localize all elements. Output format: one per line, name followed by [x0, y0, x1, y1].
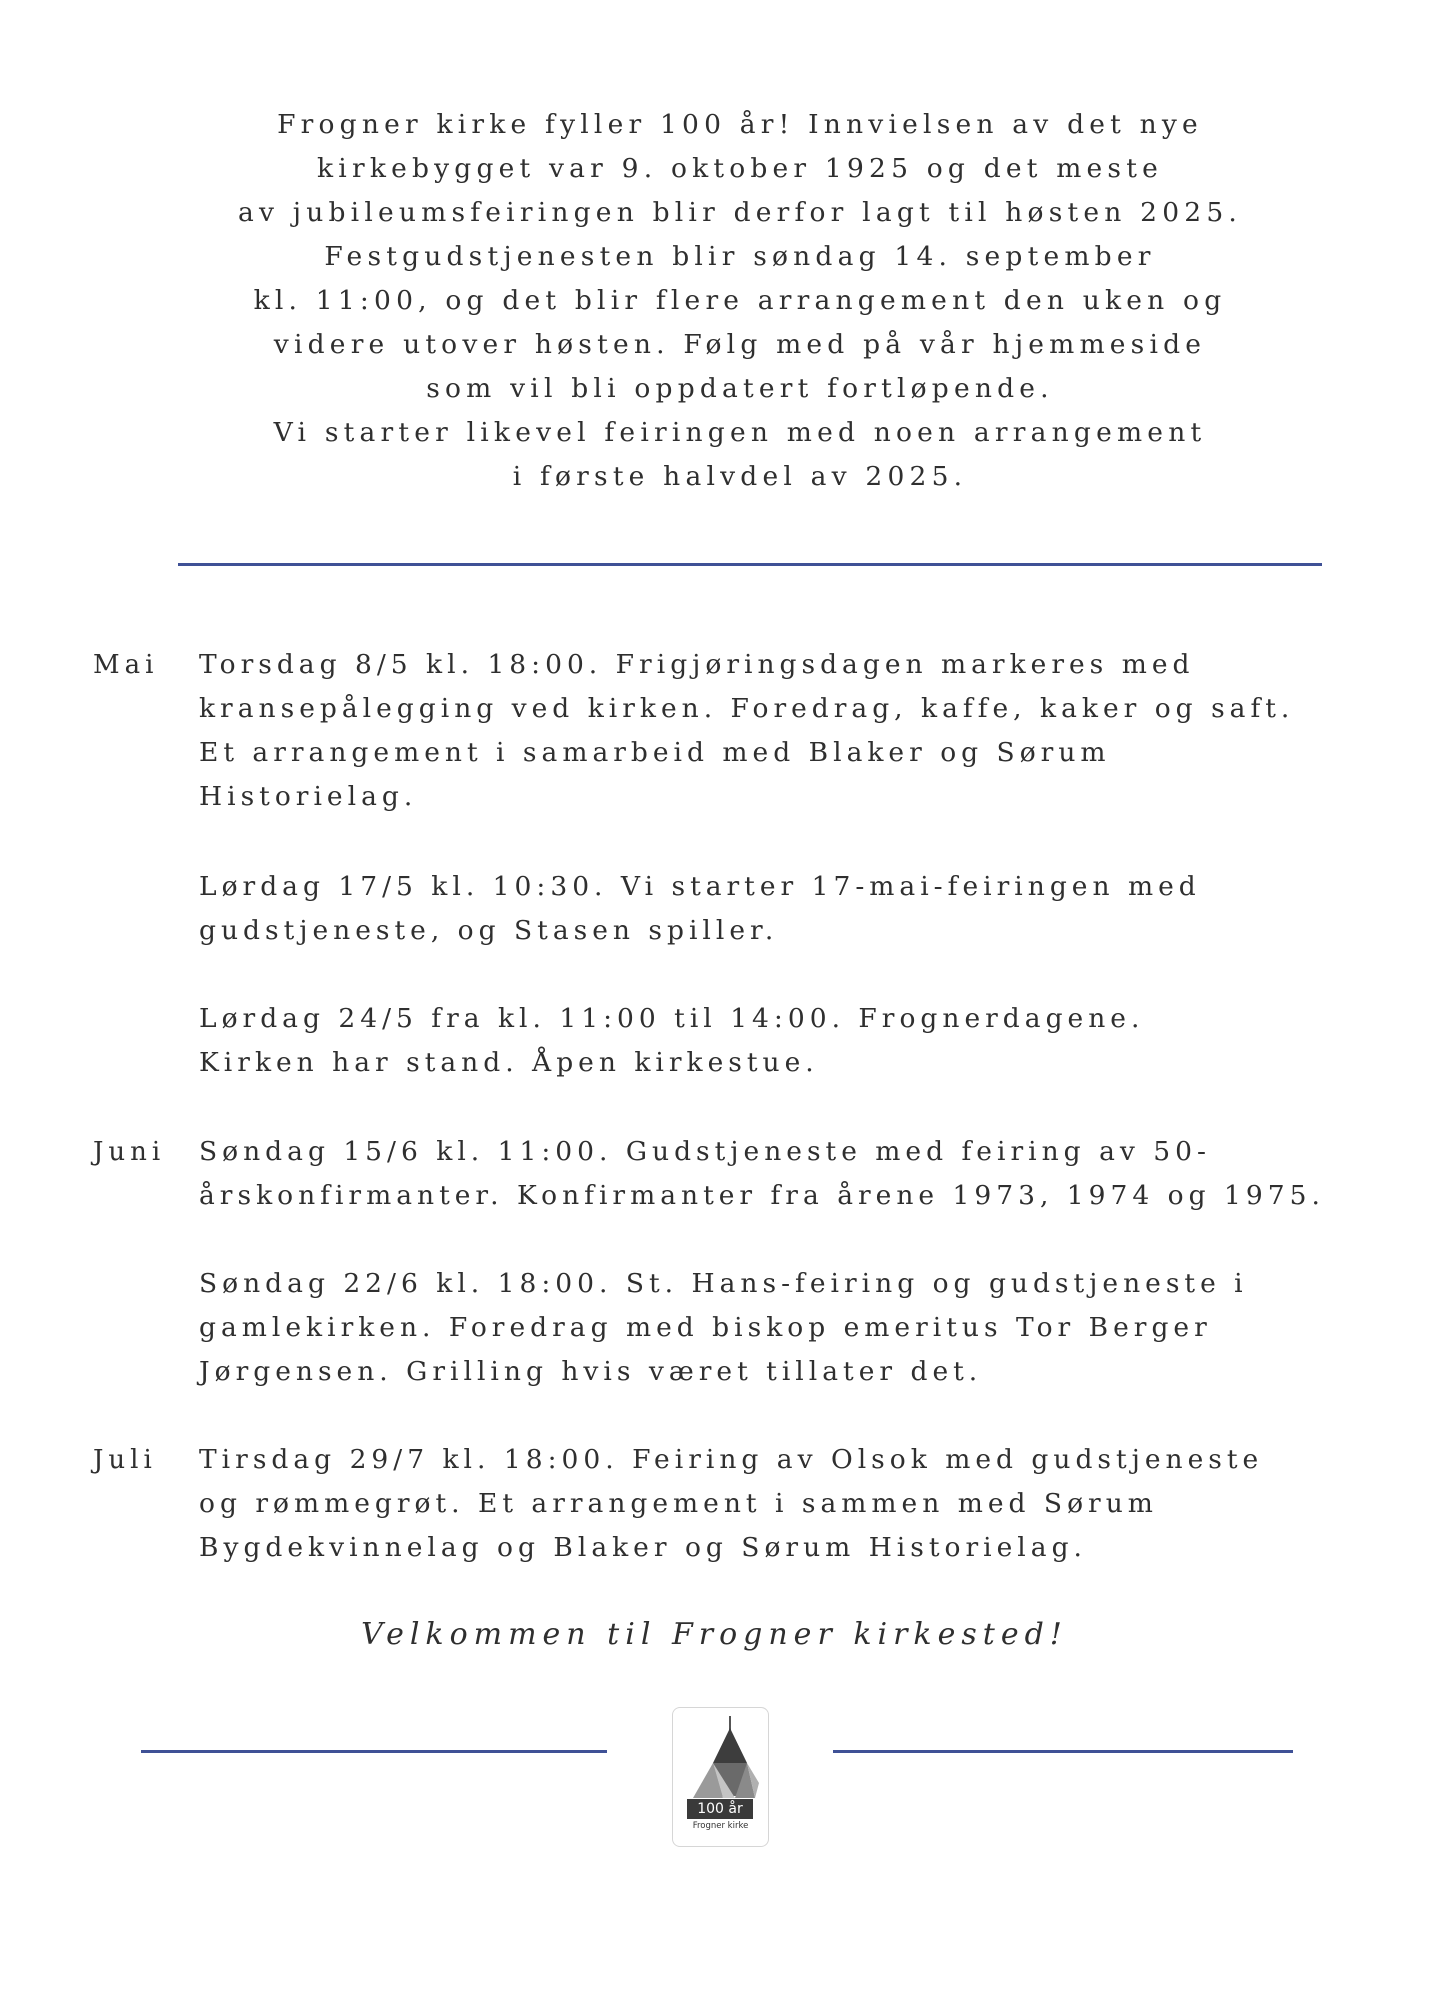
event-line: kransepålegging ved kirken. Foredrag, kaffe, kaker og saft. — [199, 693, 1295, 724]
intro-line: Vi starter likevel feiringen med noen arrangement — [273, 417, 1207, 448]
event-line: Bygdekvinnelag og Blaker og Sørum Historielag. — [199, 1532, 1087, 1563]
welcome-text: Velkommen til Frogner kirkested! — [361, 1617, 1068, 1652]
event-line: Historielag. — [199, 781, 418, 812]
intro-line: kirkebygget var 9. oktober 1925 og det meste — [317, 153, 1163, 184]
jubilee-logo — [672, 1707, 769, 1847]
event-line: gamlekirken. Foredrag med biskop emeritus Tor Berger — [199, 1312, 1212, 1343]
event-line: Kirken har stand. Åpen kirkestue. — [199, 1047, 819, 1078]
event-line: og rømmegrøt. Et arrangement i sammen med Sørum — [199, 1488, 1158, 1519]
intro-text — [180, 103, 1300, 499]
event-item — [199, 1262, 1414, 1394]
event-line: Lørdag 24/5 fra kl. 11:00 til 14:00. Frognerdagene. — [199, 1003, 1145, 1034]
event-line: Et arrangement i samarbeid med Blaker og Sørum — [199, 737, 1111, 768]
divider-bottom-right — [833, 1750, 1293, 1753]
event-item — [199, 997, 1414, 1085]
event-line: Tirsdag 29/7 kl. 18:00. Feiring av Olsok med gudstjeneste — [199, 1444, 1264, 1475]
month-label-mai: Mai — [93, 650, 159, 680]
intro-line: av jubileumsfeiringen blir derfor lagt til høsten 2025. — [238, 197, 1242, 228]
event-line: gudstjeneste, og Stasen spiller. — [199, 915, 779, 946]
event-item — [199, 643, 1414, 819]
event-line: Jørgensen. Grilling hvis været tillater det. — [199, 1356, 983, 1387]
intro-line: Festgudstjenesten blir søndag 14. september — [324, 241, 1156, 272]
intro-line: som vil bli oppdatert fortløpende. — [426, 373, 1054, 404]
event-line: Søndag 15/6 kl. 11:00. Gudstjeneste med feiring av 50- — [199, 1136, 1211, 1167]
event-line: årskonfirmanter. Konfirmanter fra årene 1973, 1974 og 1975. — [199, 1180, 1325, 1211]
event-item — [199, 1130, 1414, 1218]
event-item — [199, 865, 1414, 953]
event-line: Torsdag 8/5 kl. 18:00. Frigjøringsdagen markeres med — [199, 649, 1195, 680]
logo-title: 100 år — [687, 1799, 753, 1819]
intro-line: kl. 11:00, og det blir flere arrangement den uken og — [253, 285, 1227, 316]
event-item — [199, 1438, 1414, 1570]
intro-line: videre utover høsten. Følg med på vår hjemmeside — [273, 329, 1207, 360]
month-label-juli: Juli — [93, 1445, 157, 1475]
logo-subtitle: Frogner kirke — [692, 1821, 749, 1831]
event-line: Søndag 22/6 kl. 18:00. St. Hans-feiring og gudstjeneste i — [199, 1268, 1248, 1299]
intro-line: i første halvdel av 2025. — [512, 461, 968, 492]
month-label-juni: Juni — [93, 1137, 166, 1167]
divider-top — [178, 563, 1322, 566]
divider-bottom-left — [141, 1750, 607, 1753]
intro-line: Frogner kirke fyller 100 år! Innvielsen av det nye — [277, 109, 1203, 140]
event-line: Lørdag 17/5 kl. 10:30. Vi starter 17-mai-feiringen med — [199, 871, 1201, 902]
